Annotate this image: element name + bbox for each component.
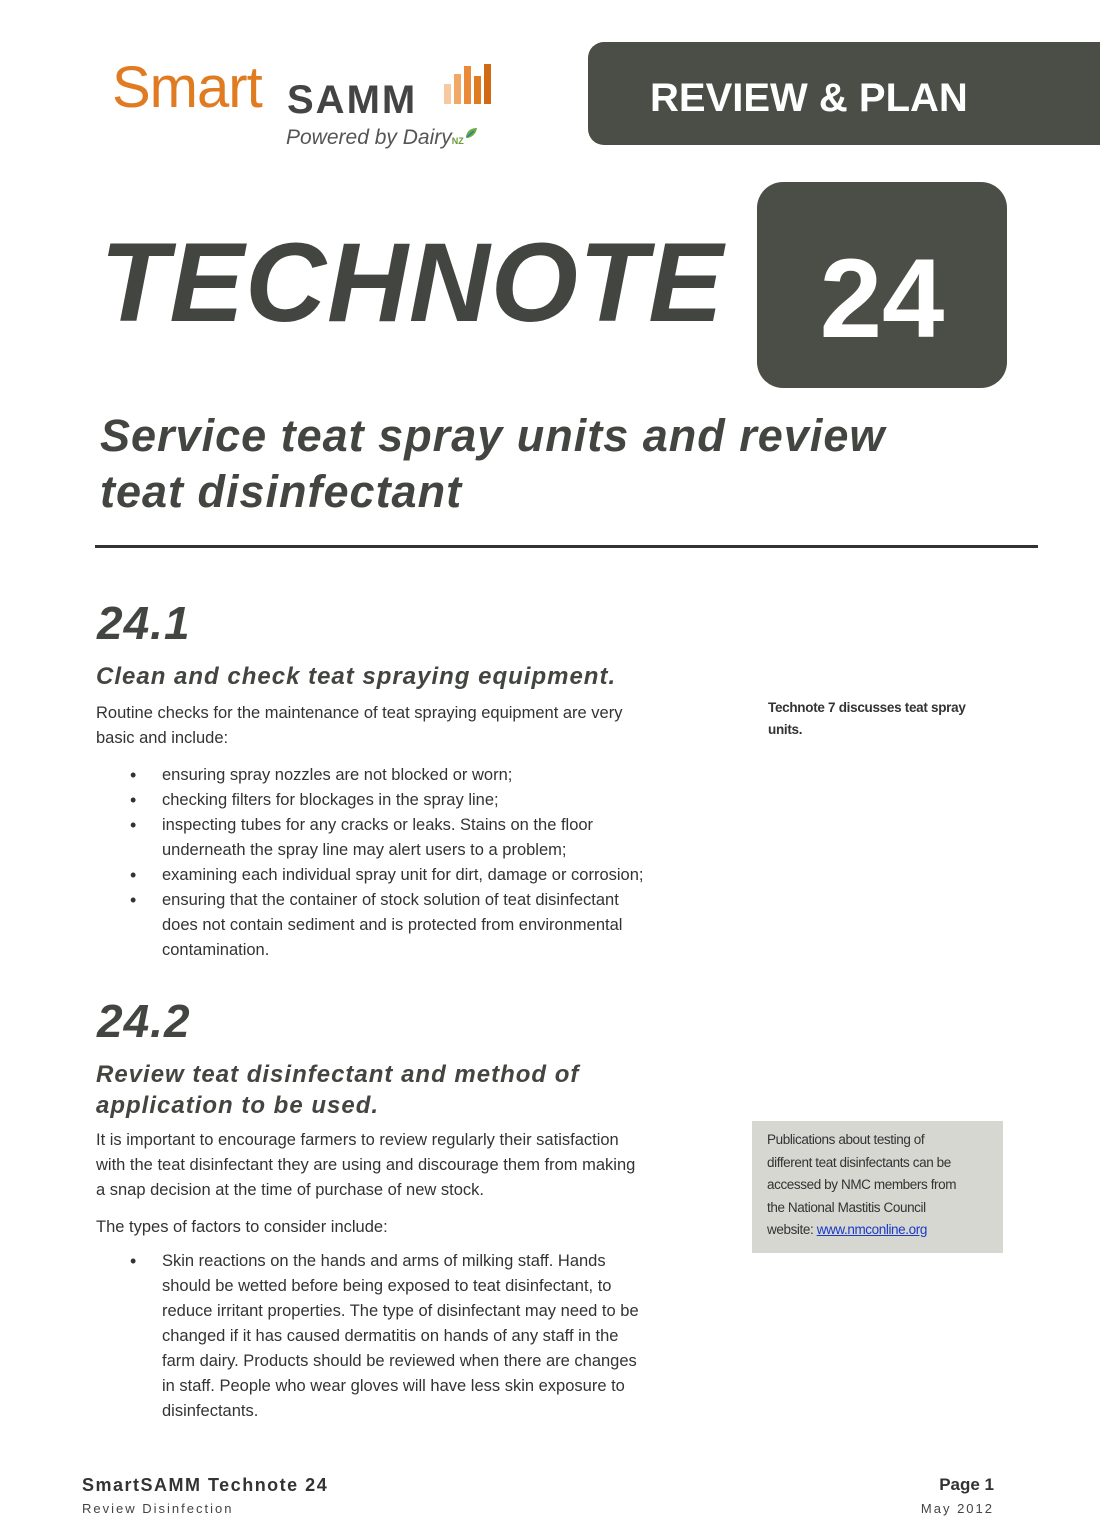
logo-bars-icon (442, 60, 512, 108)
bullet-list-24-2 (96, 1249, 736, 1424)
text-line: • examining each individual spray unit for dirt, damage or corrosion; (162, 866, 644, 884)
text-line: the National Mastitis Council (767, 1199, 926, 1215)
heading-line: application to be used. (96, 1092, 380, 1119)
list-item (96, 1249, 736, 1424)
bullet-list-24-1 (96, 763, 736, 963)
technote-number: 24 (819, 236, 945, 361)
footer-page-number: Page 1 (939, 1475, 994, 1494)
text-line (767, 1219, 992, 1242)
text-line: accessed by NMC members from (767, 1177, 957, 1192)
text-line: disinfectants. (162, 1402, 259, 1420)
section-number-24-2: 24.2 (97, 995, 191, 1047)
text-line: does not contain sediment and is protected from environmental (162, 916, 623, 934)
text-line: • ensuring spray nozzles are not blocked or worn; (162, 766, 513, 784)
logo-powered-text: Powered by Dairy (286, 126, 452, 149)
leaf-icon (464, 126, 478, 140)
list-item (96, 813, 736, 863)
document-subtitle (100, 408, 1020, 520)
text-line: different teat disinfectants can be (767, 1154, 951, 1170)
subtitle-line: teat disinfectant (100, 466, 463, 517)
text-line: • Skin reactions on the hands and arms of milking staff. Hands (162, 1252, 606, 1270)
logo-samm-text: SAMM (287, 78, 418, 122)
text-line: Routine checks for the maintenance of teat spraying equipment are very (96, 704, 623, 722)
website-label: website: (767, 1222, 817, 1237)
smartsamm-logo (112, 54, 532, 164)
section-heading-24-1: Clean and check teat spraying equipment. (96, 663, 617, 690)
title-divider (95, 545, 1038, 548)
section-intro-24-1 (96, 701, 736, 751)
text-line: Publications about testing of (767, 1132, 925, 1147)
logo-smart-text: Smart (112, 55, 262, 120)
nmconline-link[interactable]: www.nmconline.org (816, 1222, 927, 1237)
nmc-info-text (767, 1129, 992, 1242)
technote-number-badge (757, 182, 1007, 388)
text-line: changed if it has caused dermatitis on hands of any staff in the (162, 1327, 619, 1345)
section-number-24-1: 24.1 (97, 597, 191, 649)
footer-subtitle: Review Disinfection (82, 1501, 234, 1516)
text-line: in staff. People who wear gloves will have less skin exposure to (162, 1377, 625, 1395)
text-line: basic and include: (96, 729, 229, 747)
review-plan-banner (588, 42, 1100, 145)
text-line: • inspecting tubes for any cracks or leaks. Stains on the floor (162, 816, 594, 834)
nmc-info-box (752, 1121, 1003, 1253)
logo-nz-text: NZ (451, 136, 464, 146)
banner-label: REVIEW & PLAN (650, 76, 968, 120)
logo-powered-by (286, 126, 478, 150)
footer-date: May 2012 (920, 1501, 994, 1516)
list-item (96, 788, 736, 813)
text-line: Technote 7 discusses teat spray (768, 700, 966, 715)
section-paragraph-24-2 (96, 1128, 736, 1203)
text-line: It is important to encourage farmers to review regularly their satisfaction (96, 1131, 619, 1149)
text-line: • ensuring that the container of stock solution of teat disinfectant (162, 891, 619, 909)
text-line: units. (768, 722, 803, 737)
list-item (96, 863, 736, 888)
technote-title: TECHNOTE (100, 220, 724, 345)
sidenote-technote-7 (768, 697, 1008, 741)
text-line: should be wetted before being exposed to teat disinfectant, to (162, 1277, 612, 1295)
list-item (96, 763, 736, 788)
list-item (96, 888, 736, 963)
text-line: a snap decision at the time of purchase of new stock. (96, 1181, 484, 1199)
factors-intro: The types of factors to consider include: (96, 1218, 388, 1236)
text-line: underneath the spray line may alert users to a problem; (162, 841, 567, 859)
subtitle-line: Service teat spray units and review (100, 410, 886, 461)
text-line: • checking filters for blockages in the spray line; (162, 791, 499, 809)
heading-line: Review teat disinfectant and method of (96, 1061, 580, 1088)
section-heading-24-2 (96, 1059, 736, 1121)
text-line: contamination. (162, 941, 270, 959)
text-line: farm dairy. Products should be reviewed when there are changes (162, 1352, 637, 1370)
footer-title: SmartSAMM Technote 24 (82, 1475, 329, 1495)
text-line: reduce irritant properties. The type of disinfectant may need to be (162, 1302, 639, 1320)
text-line: with the teat disinfectant they are using and discourage them from making (96, 1156, 636, 1174)
